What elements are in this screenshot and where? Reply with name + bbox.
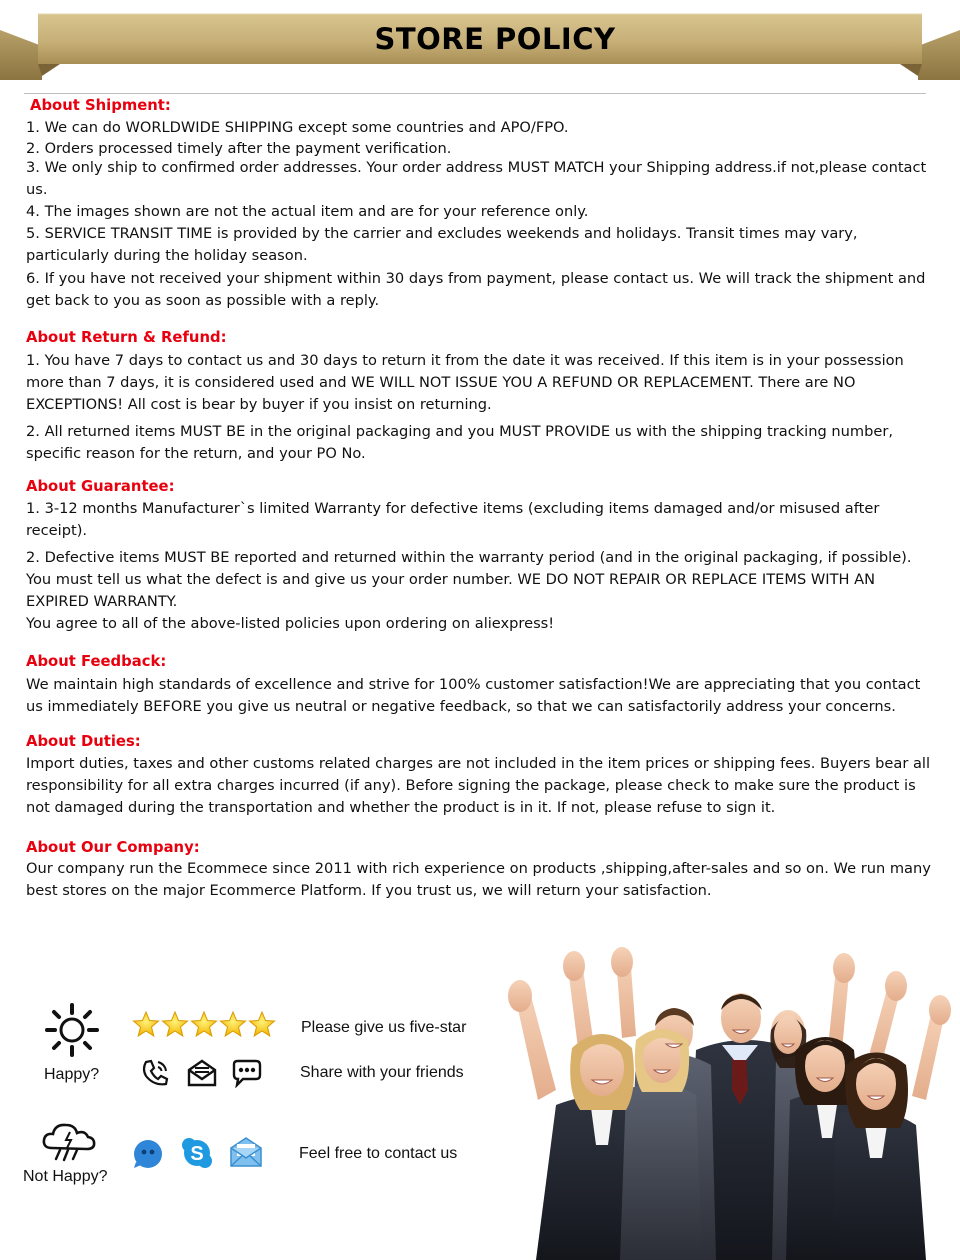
policy-line: Our company run the Ecommece since 2011 with rich experience on products ,shipping,after-sales and so on. We run many best stores on the major Ecommerce Platform. If you trust us, we will return your satisfaction. [26, 860, 931, 899]
page-title: STORE POLICY [374, 22, 616, 56]
policy-line: Import duties, taxes and other customs related charges are not included in the item prices or shipping fees. Buyers bear all responsibility for all extra charges incurred (if any). Before signing the package, please check to make sure the product is not damaged during the transportation and whether the product is in it. If not, please refuse to sign it. [26, 755, 931, 816]
happy-team-photo [496, 940, 960, 1260]
section-guarantee [26, 479, 936, 635]
section-duties [26, 733, 936, 819]
policy-line: 2. Orders processed timely after the payment verification. [26, 140, 452, 157]
section-heading: About Duties: [26, 733, 141, 750]
policy-content [26, 95, 936, 902]
five-star-text: Please give us five-star [301, 1019, 467, 1036]
section-feedback [26, 651, 936, 718]
share-text: Share with your friends [300, 1064, 464, 1081]
happy-label: Happy? [44, 1066, 100, 1083]
svg-text:S: S [190, 1143, 204, 1165]
section-shipment [26, 95, 936, 312]
store-policy-banner [0, 0, 960, 80]
chat-icon[interactable] [230, 1058, 264, 1088]
policy-line: 3. We only ship to confirmed order addresses. Your order address MUST MATCH your Shipping address.if not,please contact us. [26, 159, 927, 198]
policy-line: 1. You have 7 days to contact us and 30 days to return it from the date it was received. If this item is in your possession more than 7 days, it is considered used and WE WILL NOT ISSUE YOU A REFUND OR REPLACEMENT. There are NO EXCEPTIONS! All cost is bear by buyer if you insist on returning. [26, 352, 904, 413]
section-heading: About Guarantee: [26, 478, 175, 495]
policy-line: 1. We can do WORLDWIDE SHIPPING except some countries and APO/FPO. [26, 119, 569, 136]
sun-icon [44, 1002, 100, 1058]
policy-line: 2. Defective items MUST BE reported and returned within the warranty period (and in the original packaging, if possible). You must tell us what the defect is and give us your order number. WE DO NOT REPAIR OR REPLACE ITEMS WITH AN EXPIRED WARRANTY. [26, 549, 912, 610]
storm-cloud-icon [40, 1118, 98, 1164]
mail-icon[interactable] [186, 1058, 218, 1088]
phone-icon[interactable] [140, 1058, 170, 1088]
skype-icon[interactable] [180, 1136, 214, 1170]
contact-area [0, 940, 960, 1260]
section-company [26, 838, 936, 902]
five-stars-icon [132, 1010, 278, 1040]
messenger-icon[interactable] [132, 1138, 164, 1170]
policy-line: We maintain high standards of excellence and strive for 100% customer satisfaction!We are appreciating that you contact us immediately BEFORE you give us neutral or negative feedback, so that we can satisfactorily address your concerns. [26, 676, 921, 715]
envelope-icon[interactable] [229, 1136, 263, 1168]
policy-line: 1. 3-12 months Manufacturer`s limited Warranty for defective items (excluding items damaged and/or misused after receipt). [26, 500, 880, 539]
section-heading: About Return & Refund: [26, 329, 227, 346]
policy-line: 2. All returned items MUST BE in the original packaging and you MUST PROVIDE us with the shipping tracking number, specific reason for the return, and your PO No. [26, 423, 893, 462]
policy-line: You agree to all of the above-listed policies upon ordering on aliexpress! [26, 615, 555, 632]
not-happy-label: Not Happy? [23, 1168, 108, 1185]
policy-line: 6. If you have not received your shipment within 30 days from payment, please contact us. We will track the shipment and get back to you as soon as possible with a reply. [26, 270, 926, 309]
section-heading: About Shipment: [30, 97, 171, 114]
section-heading: About Our Company: [26, 839, 200, 856]
policy-line: 4. The images shown are not the actual item and are for your reference only. [26, 203, 589, 220]
section-heading: About Feedback: [26, 653, 167, 670]
policy-line: 5. SERVICE TRANSIT TIME is provided by the carrier and excludes weekends and holidays. Transit times may vary, particularly during the holiday season. [26, 225, 858, 264]
section-return-refund [26, 327, 936, 465]
contact-text: Feel free to contact us [299, 1145, 458, 1162]
divider [24, 93, 926, 94]
